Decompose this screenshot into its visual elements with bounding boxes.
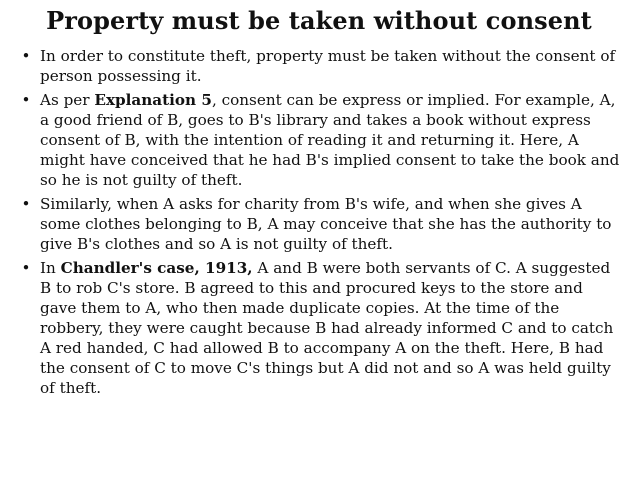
slide-title: Property must be taken without consent: [46, 6, 592, 35]
bullet-list: [18, 46, 620, 398]
bullet-text-post: A and B were both servants of C. A suggested B to rob C's store. B agreed to this and procured keys to the store and gave them to A, who then made duplicate copies. At the time of the robbery, they were caught because B had already informed C and to catch A red handed, C had allowed B to accompany A on the theft. Here, B had the consent of C to move C's things but A did not and so A was held guilty of theft.: [40, 259, 614, 397]
bullet-text-pre: As per: [40, 91, 95, 109]
bullet-text: In order to constitute theft, property must be taken without the consent of person possessing it.: [40, 47, 616, 85]
bullet-item-3: [18, 194, 620, 254]
bullet-icon: •: [21, 47, 31, 65]
bullet-icon: •: [21, 259, 31, 277]
bullet-text-pre: In: [40, 259, 61, 277]
bullet-icon: •: [21, 91, 31, 109]
bullet-icon: •: [21, 195, 31, 213]
bullet-item-4: [18, 258, 620, 398]
bullet-item-1: [18, 46, 620, 86]
bullet-bold-term: Chandler's case, 1913,: [60, 259, 253, 277]
bullet-item-2: [18, 90, 620, 190]
bullet-text: Similarly, when A asks for charity from B's wife, and when she gives A some clothes belonging to B, A may conceive that she has the authority to give B's clothes and so A is not guilty of theft.: [40, 195, 612, 253]
bullet-bold-term: Explanation 5: [94, 91, 212, 109]
bullet-text-post: , consent can be express or implied. For example, A, a good friend of B, goes to B's library and takes a book without express consent of B, with the intention of reading it and returning it. Here, A might have conceived that he had B's implied consent to take the book and so he is not guilty of theft.: [40, 91, 620, 189]
